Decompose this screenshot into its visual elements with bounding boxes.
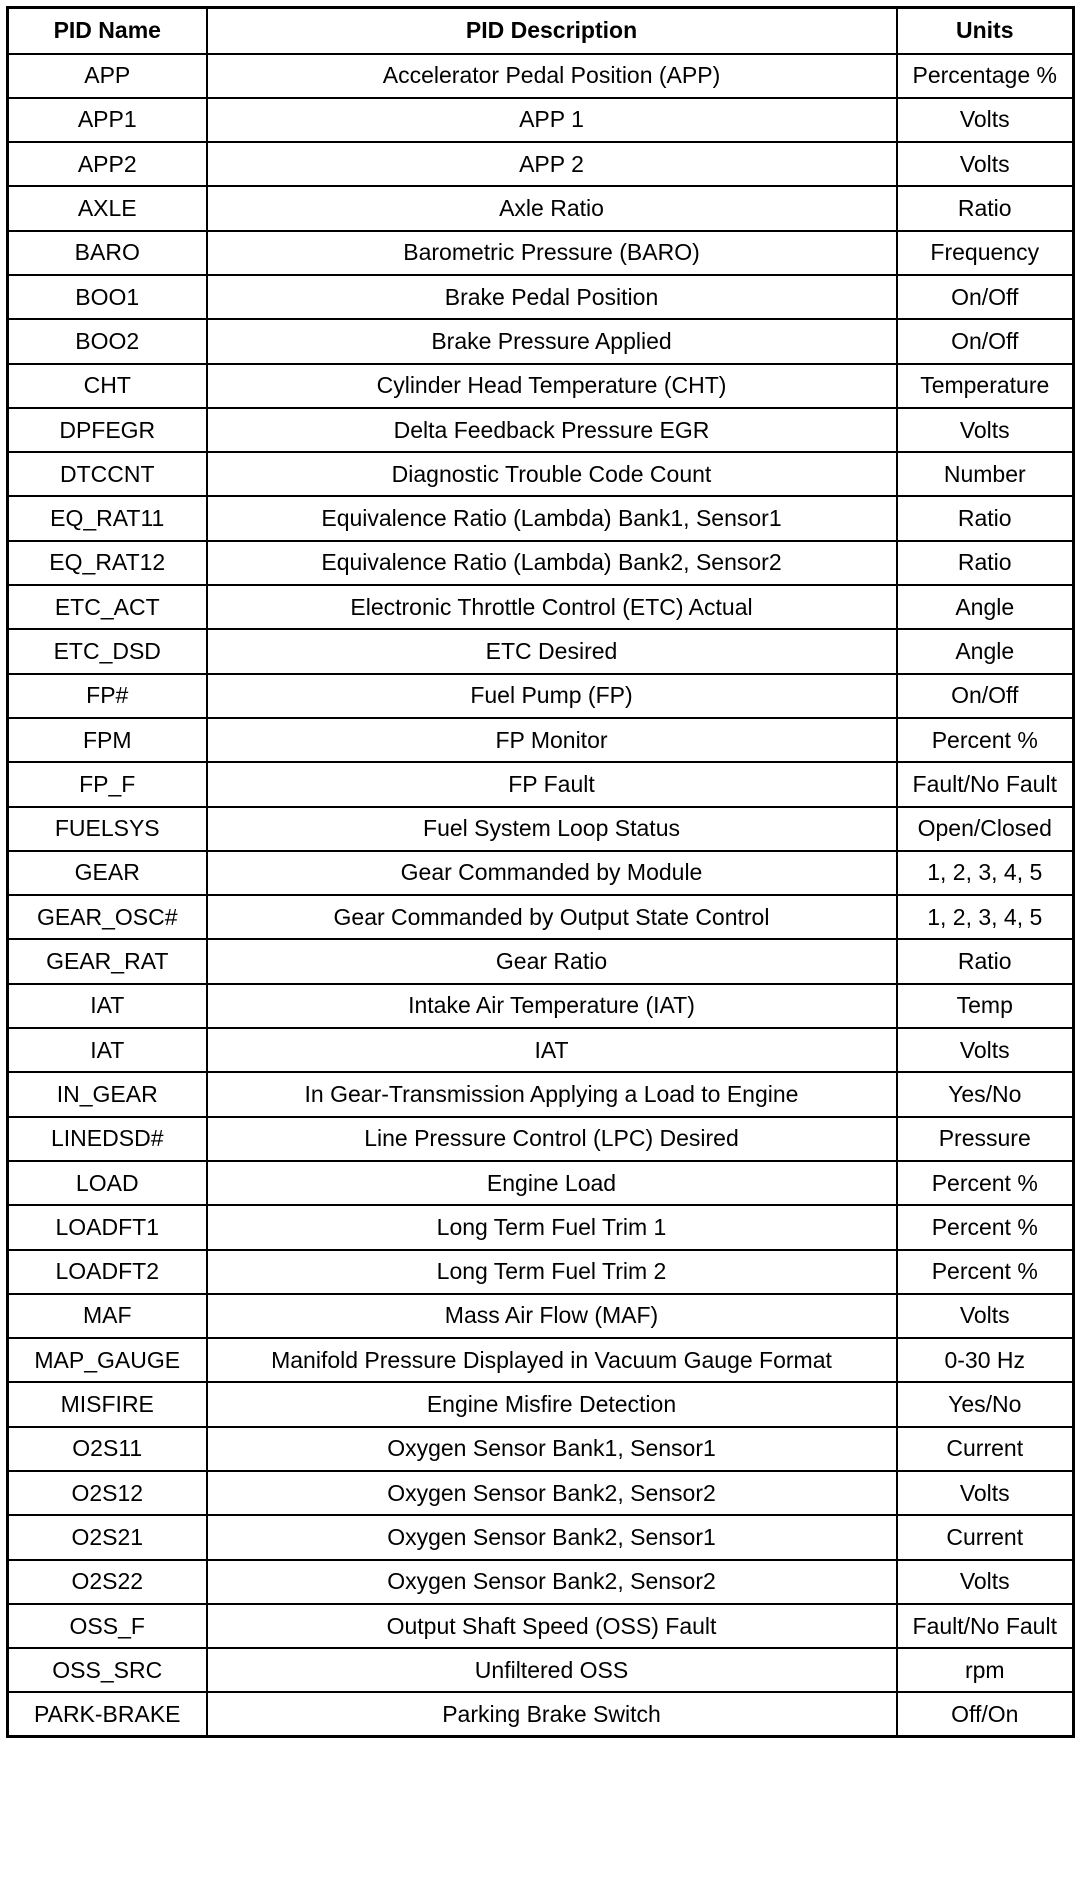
pid-name-cell: APP1 [8,98,207,142]
units-cell: Off/On [897,1692,1074,1736]
pid-description-cell: Cylinder Head Temperature (CHT) [207,364,897,408]
pid-name-cell: MISFIRE [8,1382,207,1426]
pid-description-cell: FP Fault [207,762,897,806]
header-row [8,8,1074,54]
units-cell: Ratio [897,541,1074,585]
pid-name-cell: MAF [8,1294,207,1338]
units-cell: 1, 2, 3, 4, 5 [897,895,1074,939]
units-cell: On/Off [897,275,1074,319]
units-cell: Percent % [897,1250,1074,1294]
pid-description-cell: Intake Air Temperature (IAT) [207,984,897,1028]
table-row [8,807,1074,851]
pid-description-cell: Engine Load [207,1161,897,1205]
units-cell: Current [897,1427,1074,1471]
pid-name-cell: GEAR [8,851,207,895]
pid-description-cell: Accelerator Pedal Position (APP) [207,54,897,98]
header-pid-name: PID Name [8,8,207,54]
units-cell: Fault/No Fault [897,762,1074,806]
table-row [8,1072,1074,1116]
units-cell: Volts [897,142,1074,186]
pid-description-cell: FP Monitor [207,718,897,762]
table-row [8,319,1074,363]
pid-name-cell: O2S22 [8,1560,207,1604]
pid-name-cell: DPFEGR [8,408,207,452]
table-row [8,1028,1074,1072]
table-row [8,496,1074,540]
pid-name-cell: O2S12 [8,1471,207,1515]
pid-description-cell: Manifold Pressure Displayed in Vacuum Gauge Format [207,1338,897,1382]
units-cell: Percentage % [897,54,1074,98]
pid-description-cell: Brake Pressure Applied [207,319,897,363]
header-units: Units [897,8,1074,54]
table-row [8,231,1074,275]
pid-name-cell: O2S21 [8,1515,207,1559]
pid-name-cell: IAT [8,984,207,1028]
table-row [8,1294,1074,1338]
units-cell: rpm [897,1648,1074,1692]
units-cell: Temperature [897,364,1074,408]
pid-description-cell: Long Term Fuel Trim 1 [207,1205,897,1249]
pid-description-cell: Axle Ratio [207,186,897,230]
table-row [8,1250,1074,1294]
pid-name-cell: MAP_GAUGE [8,1338,207,1382]
pid-description-cell: Barometric Pressure (BARO) [207,231,897,275]
pid-description-cell: Diagnostic Trouble Code Count [207,452,897,496]
pid-name-cell: ETC_DSD [8,629,207,673]
table-header [8,8,1074,54]
pid-description-cell: APP 2 [207,142,897,186]
table-row [8,1338,1074,1382]
pid-description-cell: Long Term Fuel Trim 2 [207,1250,897,1294]
units-cell: Fault/No Fault [897,1604,1074,1648]
pid-name-cell: FP_F [8,762,207,806]
table-row [8,1161,1074,1205]
table-row [8,762,1074,806]
table-row [8,629,1074,673]
table-row [8,1560,1074,1604]
units-cell: Frequency [897,231,1074,275]
pid-description-cell: Oxygen Sensor Bank1, Sensor1 [207,1427,897,1471]
units-cell: Temp [897,984,1074,1028]
table-row [8,851,1074,895]
pid-description-cell: Oxygen Sensor Bank2, Sensor2 [207,1560,897,1604]
units-cell: Open/Closed [897,807,1074,851]
table-row [8,186,1074,230]
pid-description-cell: Oxygen Sensor Bank2, Sensor2 [207,1471,897,1515]
units-cell: Ratio [897,939,1074,983]
table-row [8,984,1074,1028]
pid-description-cell: Engine Misfire Detection [207,1382,897,1426]
pid-description-cell: Gear Commanded by Module [207,851,897,895]
header-pid-description: PID Description [207,8,897,54]
pid-description-cell: Delta Feedback Pressure EGR [207,408,897,452]
pid-name-cell: PARK-BRAKE [8,1692,207,1736]
pid-name-cell: ETC_ACT [8,585,207,629]
units-cell: Yes/No [897,1072,1074,1116]
pid-description-cell: Electronic Throttle Control (ETC) Actual [207,585,897,629]
pid-name-cell: DTCCNT [8,452,207,496]
pid-description-cell: Parking Brake Switch [207,1692,897,1736]
pid-description-cell: Unfiltered OSS [207,1648,897,1692]
pid-name-cell: APP2 [8,142,207,186]
pid-description-cell: Mass Air Flow (MAF) [207,1294,897,1338]
table-row [8,1604,1074,1648]
units-cell: Percent % [897,1161,1074,1205]
pid-name-cell: LOAD [8,1161,207,1205]
units-cell: Percent % [897,1205,1074,1249]
pid-name-cell: LINEDSD# [8,1117,207,1161]
pid-name-cell: CHT [8,364,207,408]
table-row [8,585,1074,629]
table-row [8,1117,1074,1161]
units-cell: 0-30 Hz [897,1338,1074,1382]
units-cell: Ratio [897,496,1074,540]
units-cell: Yes/No [897,1382,1074,1426]
pid-description-cell: Equivalence Ratio (Lambda) Bank1, Sensor1 [207,496,897,540]
units-cell: Volts [897,1471,1074,1515]
table-row [8,142,1074,186]
pid-name-cell: FPM [8,718,207,762]
pid-description-cell: In Gear-Transmission Applying a Load to Engine [207,1072,897,1116]
pid-name-cell: LOADFT2 [8,1250,207,1294]
table-row [8,275,1074,319]
table-row [8,1382,1074,1426]
table-row [8,1205,1074,1249]
pid-name-cell: OSS_F [8,1604,207,1648]
pid-name-cell: O2S11 [8,1427,207,1471]
pid-name-cell: BARO [8,231,207,275]
pid-name-cell: BOO1 [8,275,207,319]
units-cell: On/Off [897,319,1074,363]
units-cell: Pressure [897,1117,1074,1161]
pid-name-cell: EQ_RAT11 [8,496,207,540]
table-row [8,98,1074,142]
pid-description-cell: Oxygen Sensor Bank2, Sensor1 [207,1515,897,1559]
pid-name-cell: APP [8,54,207,98]
pid-table [6,6,1075,1738]
units-cell: Volts [897,98,1074,142]
units-cell: Volts [897,1560,1074,1604]
pid-description-cell: ETC Desired [207,629,897,673]
table-row [8,1471,1074,1515]
table-row [8,1427,1074,1471]
table-row [8,895,1074,939]
units-cell: On/Off [897,674,1074,718]
pid-description-cell: Fuel System Loop Status [207,807,897,851]
units-cell: Percent % [897,718,1074,762]
table-body [8,54,1074,1737]
units-cell: Ratio [897,186,1074,230]
units-cell: Angle [897,629,1074,673]
table-row [8,674,1074,718]
units-cell: Number [897,452,1074,496]
table-row [8,939,1074,983]
table-row [8,408,1074,452]
pid-description-cell: APP 1 [207,98,897,142]
table-row [8,541,1074,585]
pid-name-cell: EQ_RAT12 [8,541,207,585]
pid-description-cell: Gear Commanded by Output State Control [207,895,897,939]
table-row [8,1515,1074,1559]
pid-description-cell: Equivalence Ratio (Lambda) Bank2, Sensor2 [207,541,897,585]
table-row [8,364,1074,408]
units-cell: Current [897,1515,1074,1559]
pid-name-cell: GEAR_OSC# [8,895,207,939]
units-cell: Angle [897,585,1074,629]
pid-description-cell: IAT [207,1028,897,1072]
table-row [8,452,1074,496]
pid-name-cell: OSS_SRC [8,1648,207,1692]
pid-description-cell: Fuel Pump (FP) [207,674,897,718]
pid-description-cell: Output Shaft Speed (OSS) Fault [207,1604,897,1648]
table-row [8,718,1074,762]
pid-description-cell: Line Pressure Control (LPC) Desired [207,1117,897,1161]
units-cell: 1, 2, 3, 4, 5 [897,851,1074,895]
table-row [8,1648,1074,1692]
pid-name-cell: GEAR_RAT [8,939,207,983]
pid-name-cell: FP# [8,674,207,718]
pid-name-cell: BOO2 [8,319,207,363]
units-cell: Volts [897,408,1074,452]
pid-name-cell: LOADFT1 [8,1205,207,1249]
pid-name-cell: IN_GEAR [8,1072,207,1116]
pid-description-cell: Gear Ratio [207,939,897,983]
table-row [8,54,1074,98]
units-cell: Volts [897,1294,1074,1338]
table-row [8,1692,1074,1736]
pid-description-cell: Brake Pedal Position [207,275,897,319]
units-cell: Volts [897,1028,1074,1072]
pid-name-cell: FUELSYS [8,807,207,851]
pid-name-cell: IAT [8,1028,207,1072]
pid-name-cell: AXLE [8,186,207,230]
